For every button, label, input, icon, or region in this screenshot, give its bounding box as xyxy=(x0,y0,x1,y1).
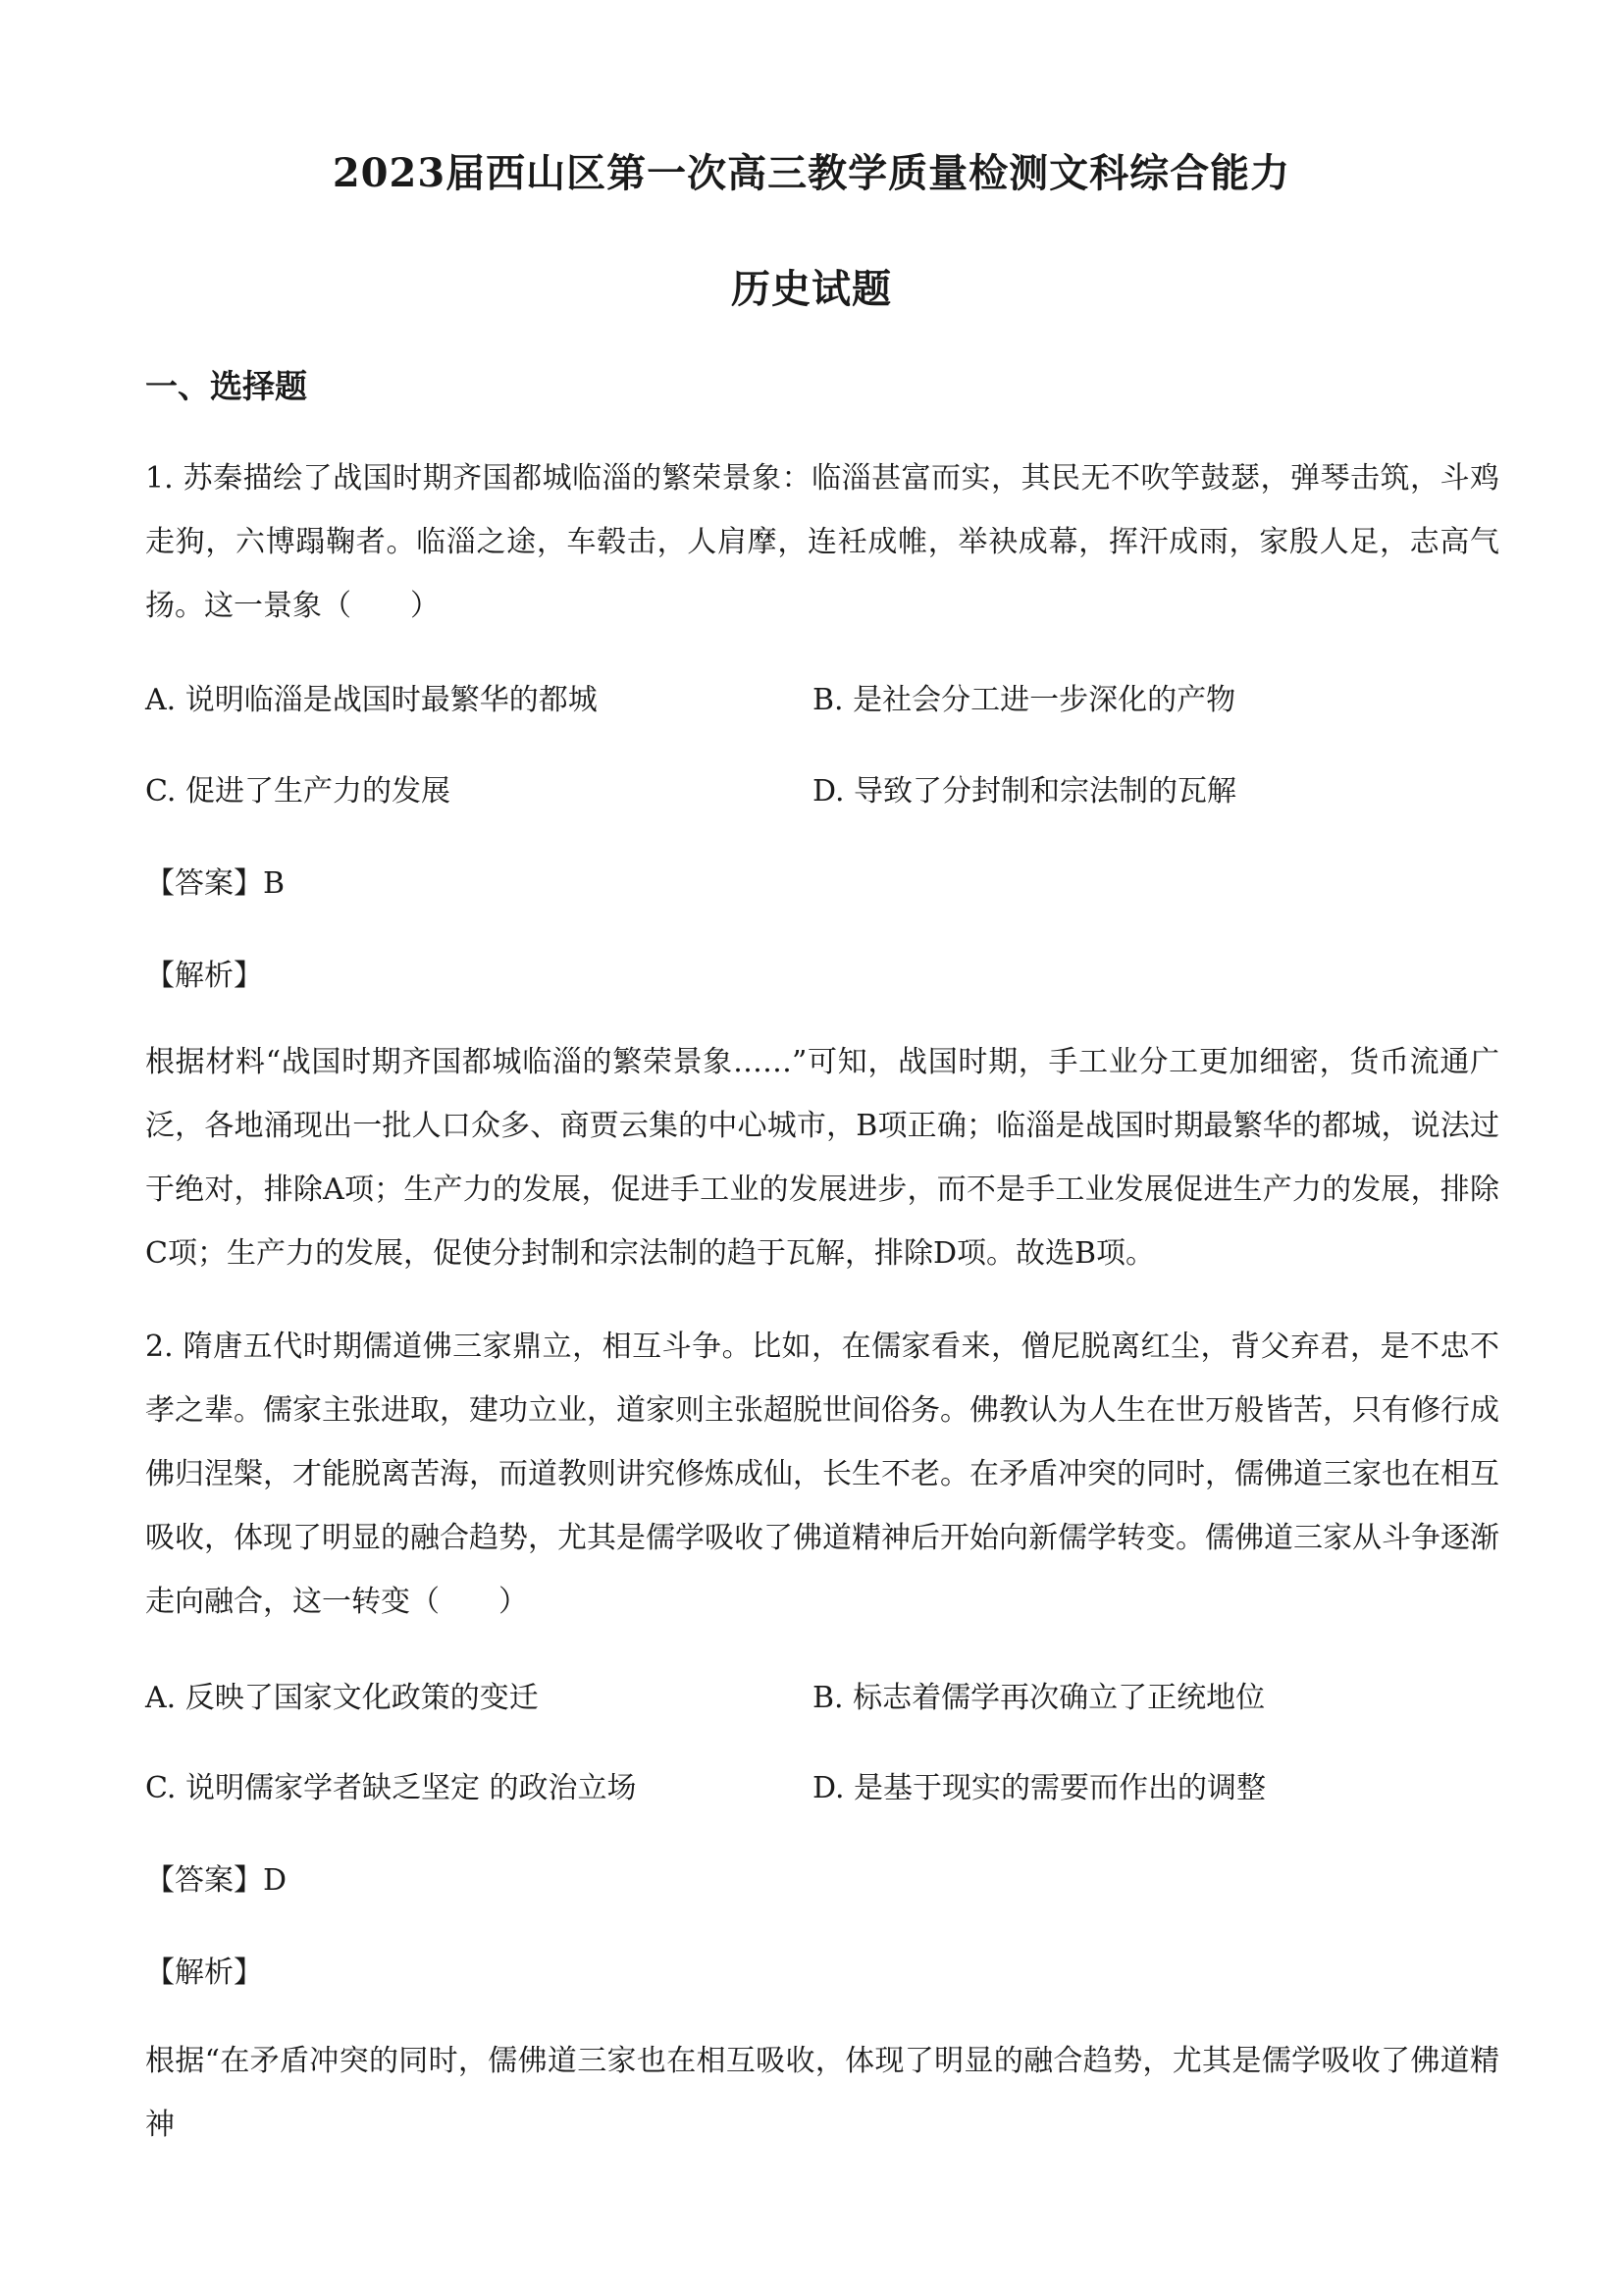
question-2-answer xyxy=(145,1855,287,1899)
question-1-option-d: D. 导致了分封制和宗法制的瓦解 xyxy=(812,774,1237,809)
question-2-analysis: 根据“在矛盾冲突的同时，儒佛道三家也在相互吸收，体现了明显的融合趋势，尤其是儒学吸收了佛道精神 xyxy=(145,2044,1499,2142)
section-heading: 一、选择题 xyxy=(145,367,307,405)
question-2-stem: 2. 隋唐五代时期儒道佛三家鼎立，相互斗争。比如，在儒家看来，僧尼脱离红尘，背父弃君，是不忠不孝之辈。儒家主张进取，建功立业，道家则主张超脱世间俗务。佛教认为人生在世万般皆苦，只有修行成佛归涅槃，才能脱离苦海，而道教则讲究修炼成仙，长生不老。在矛盾冲突的同时，儒佛道三家也在相互吸收，体现了明显的融合趋势，尤其是儒学吸收了佛道精神后开始向新儒学转变。儒佛道三家从斗争逐渐走向融合，这一转变（ ） xyxy=(145,1330,1499,1619)
question-1-option-b: B. 是社会分工进一步深化的产物 xyxy=(812,683,1236,717)
answer-value: D xyxy=(263,1863,288,1898)
question-2-option-c: C. 说明儒家学者缺乏坚定 的政治立场 xyxy=(145,1771,637,1805)
exam-subtitle: 历史试题 xyxy=(731,266,892,312)
question-1-answer xyxy=(145,859,285,902)
question-1-option-a: A. 说明临淄是战国时最繁华的都城 xyxy=(145,683,598,717)
question-2-analysis-label: 【解析】 xyxy=(145,1956,263,1990)
exam-title: 2023届西山区第一次高三教学质量检测文科综合能力 xyxy=(332,150,1291,196)
question-1-stem: 1. 苏秦描绘了战国时期齐国都城临淄的繁荣景象：临淄甚富而实，其民无不吹竽鼓瑟，弹琴击筑，斗鸡走狗，六博蹋鞠者。临淄之途，车毂击，人肩摩，连衽成帷，举袂成幕，挥汗成雨，家殷人足，志高气扬。这一景象（ ） xyxy=(145,461,1499,623)
answer-label: 【答案】 xyxy=(145,866,263,901)
question-1-analysis: 根据材料“战国时期齐国都城临淄的繁荣景象……”可知，战国时期，手工业分工更加细密，货币流通广泛，各地涌现出一批人口众多、商贾云集的中心城市，B项正确；临淄是战国时期最繁华的都城，说法过于绝对，排除A项；生产力的发展，促进手工业的发展进步，而不是手工业发展促进生产力的发展，排除C项；生产力的发展，促使分封制和宗法制的趋于瓦解，排除D项。故选B项。 xyxy=(145,1045,1499,1271)
answer-value: B xyxy=(263,866,286,901)
question-2-option-b: B. 标志着儒学再次确立了正统地位 xyxy=(812,1681,1266,1715)
question-1-analysis-label: 【解析】 xyxy=(145,959,263,993)
question-2-option-a: A. 反映了国家文化政策的变迁 xyxy=(145,1681,539,1715)
question-1-option-c: C. 促进了生产力的发展 xyxy=(145,774,450,809)
question-2-option-d: D. 是基于现实的需要而作出的调整 xyxy=(812,1771,1267,1805)
answer-label: 【答案】 xyxy=(145,1863,263,1898)
